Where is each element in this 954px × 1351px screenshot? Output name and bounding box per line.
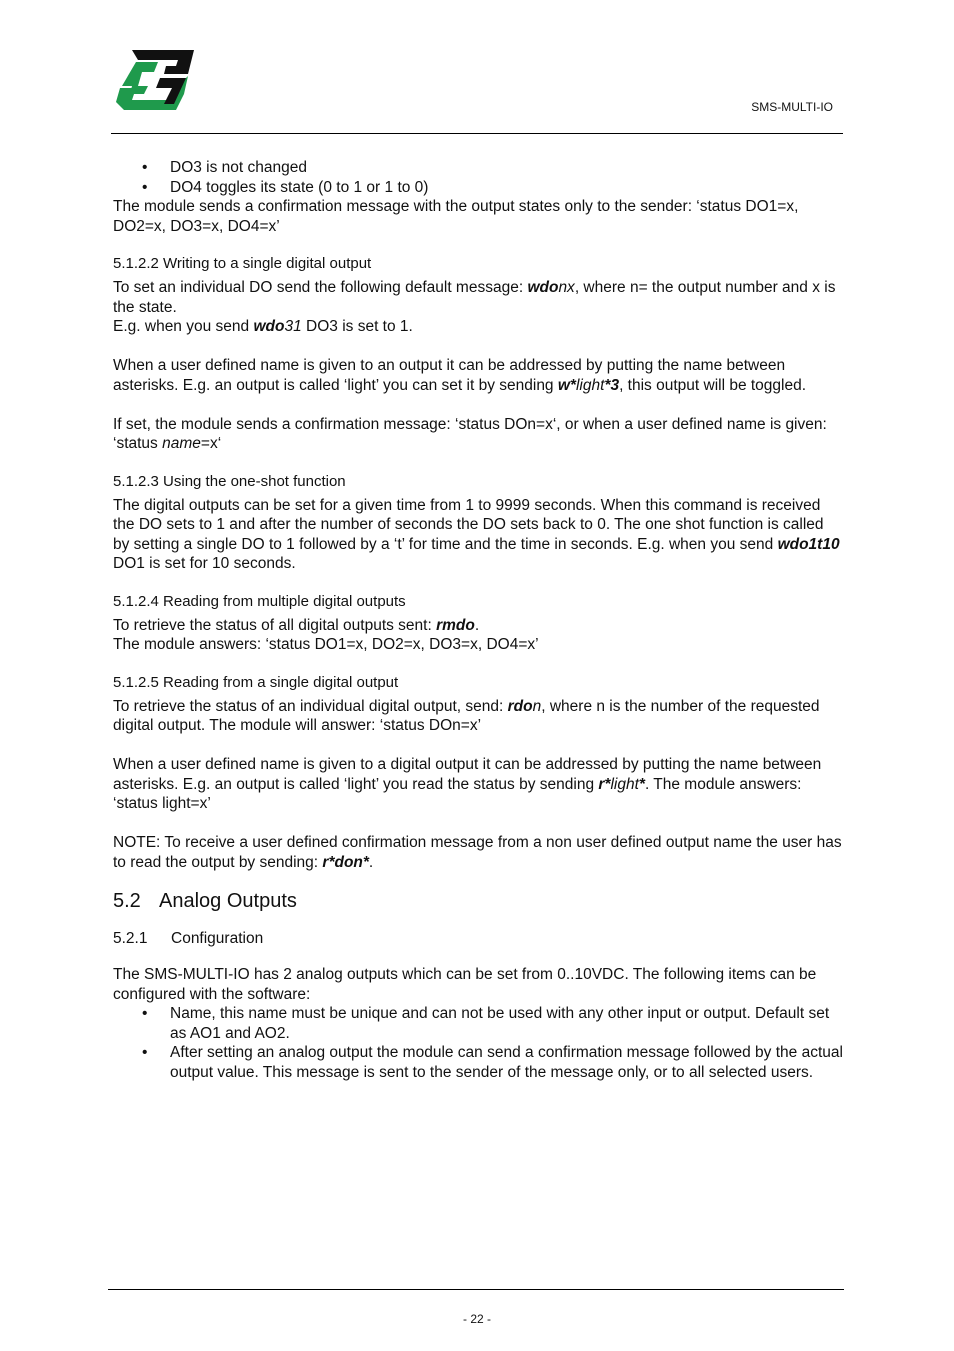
bullet-list <box>113 158 843 197</box>
command-text: wdo <box>527 279 559 296</box>
section-heading-5-2: 5.2 Analog Outputs <box>113 890 297 912</box>
command-text: wdo1t10 <box>777 535 840 553</box>
page-number: - 22 - <box>462 1312 491 1326</box>
section-heading-5-1-2-4: 5.1.2.4 Reading from multiple digital outputs <box>113 592 406 610</box>
bullet-list <box>113 1004 843 1082</box>
paragraph: To retrieve the status of all digital outputs sent: rmdo. <box>113 616 480 634</box>
header-rule <box>111 133 843 134</box>
command-text: rdo <box>507 697 533 715</box>
paragraph: If set, the module sends a confirmation message: ‘status DOn=x‘, or when a user defined name is given: ‘status name=x‘ <box>113 415 827 452</box>
list-item: • Name, this name must be unique and can not be used with any other input or output. Default set as AO1 and AO2. <box>113 1004 843 1043</box>
list-item: • After setting an analog output the module can send a confirmation message followed by the actual output value. This message is sent to the sender of the message only, or to all selected users. <box>113 1043 843 1082</box>
list-item: • DO3 is not changed <box>113 158 843 178</box>
paragraph: The digital outputs can be set for a given time from 1 to 9999 seconds. When this command is received the DO sets to 1 and after the number of seconds the DO sets back to 0. The one shot function is called by setting a single DO to 1 followed by a ‘t’ for time and the time in seconds. E.g. when you send wdo1t10 DO1 is set for 10 seconds. <box>113 496 840 572</box>
paragraph: The module answers: ‘status DO1=x, DO2=x, DO3=x, DO4=x’ <box>113 636 539 653</box>
list-item: • DO4 toggles its state (0 to 1 or 1 to 0) <box>113 178 843 198</box>
paragraph: To set an individual DO send the following default message: wdonx, where n= the output number and x is the state. <box>113 279 836 316</box>
page-content <box>113 158 843 1082</box>
document-id: SMS-MULTI-IO <box>751 100 833 114</box>
section-heading-5-1-2-3: 5.1.2.3 Using the one-shot function <box>113 472 346 490</box>
paragraph: When a user defined name is given to a digital output it can be addressed by putting the name between asterisks. E.g. an output is called ‘light’ you read the status by sending r*light*. The module answers: ‘status light=x’ <box>113 756 822 812</box>
paragraph: To retrieve the status of an individual digital output, send: rdon, where n is the number of the requested digital output. The module will answer: ‘status DOn=x’ <box>113 697 820 734</box>
command-text: r* <box>598 775 611 793</box>
section-heading-5-1-2-2: 5.1.2.2 Writing to a single digital output <box>113 255 372 272</box>
command-text: w* <box>557 376 576 394</box>
paragraph: When a user defined name is given to an output it can be addressed by putting the name between asterisks. E.g. an output is called ‘light’ you can set it by sending w*light*3, this output will be toggled. <box>113 357 807 394</box>
section-heading-5-2-1: 5.2.1 Configuration <box>113 930 264 947</box>
footer-rule <box>108 1289 844 1290</box>
command-text: rmdo <box>436 616 475 634</box>
section-heading-5-1-2-5: 5.1.2.5 Reading from a single digital output <box>113 673 399 691</box>
note-paragraph: NOTE: To receive a user defined confirmation message from a non user defined output name the user has to read the output by sending: r*don*. <box>113 834 842 871</box>
command-text: wdo <box>253 318 285 335</box>
paragraph: The SMS-MULTI-IO has 2 analog outputs which can be set from 0..10VDC. The following items can be configured with the software: <box>113 966 817 1003</box>
paragraph: The module sends a confirmation message with the output states only to the sender: ‘status DO1=x, DO2=x, DO3=x, DO4=x’ <box>113 198 799 235</box>
paragraph: E.g. when you send wdo31 DO3 is set to 1. <box>113 318 413 335</box>
command-text: r*don* <box>322 853 369 871</box>
company-logo <box>114 48 196 112</box>
